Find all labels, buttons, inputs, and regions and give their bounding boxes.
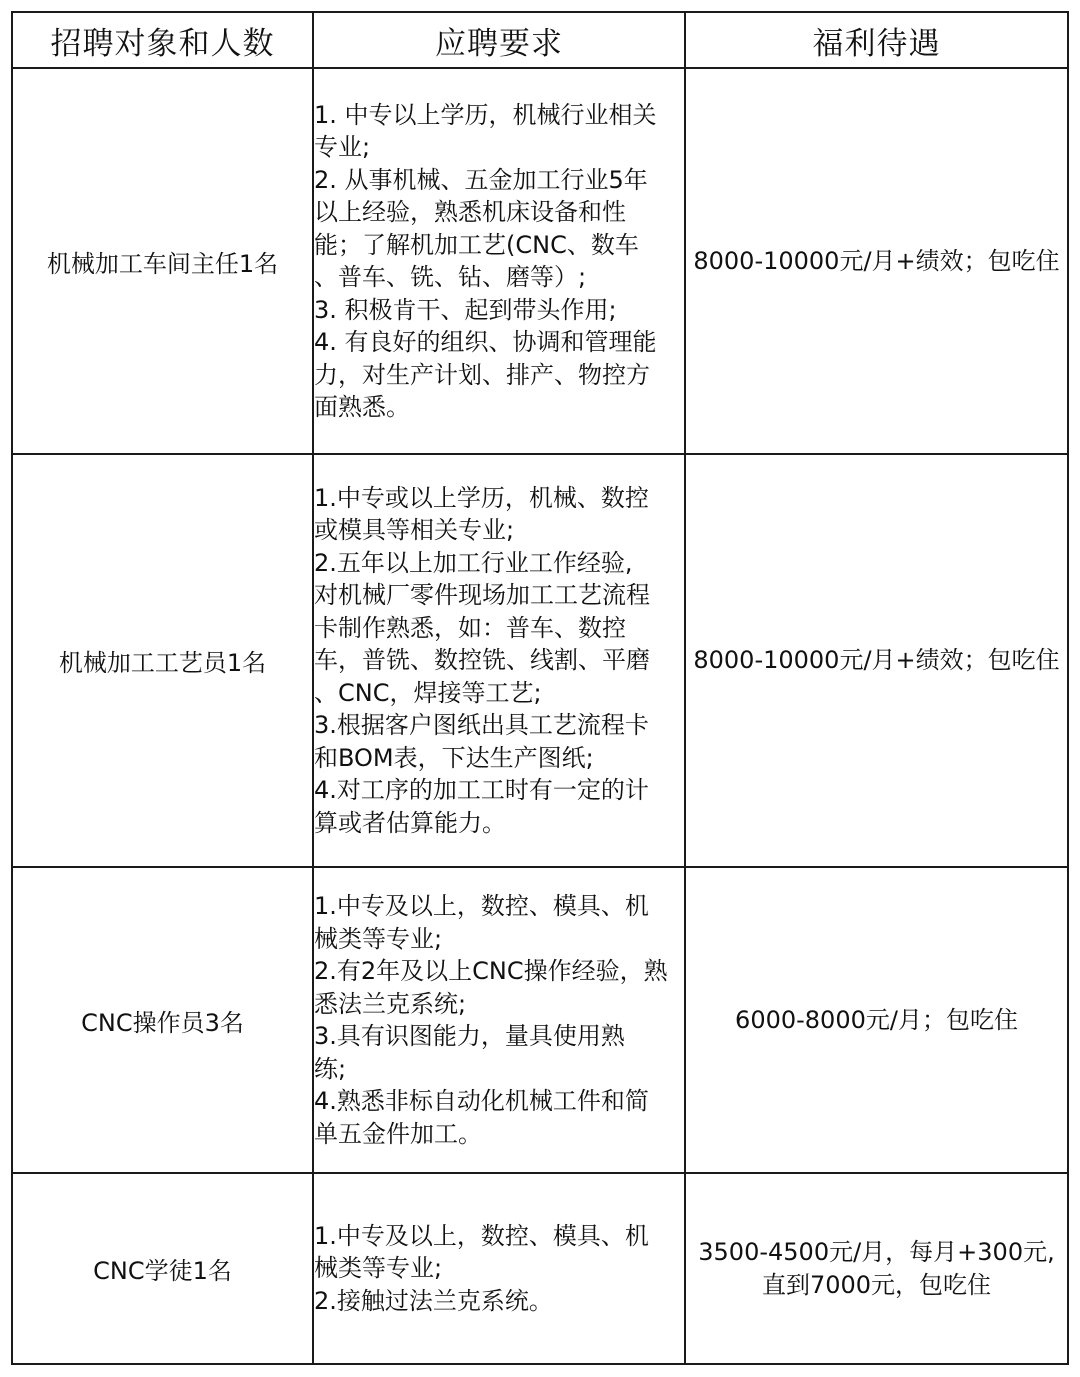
- position-cell: CNC操作员3名: [12, 867, 313, 1173]
- requirement-line: 3. 积极肯干、起到带头作用;: [314, 295, 617, 324]
- requirement-line: 械类等专业;: [314, 924, 443, 953]
- requirement-line: 1.中专或以上学历，机械、数控: [314, 483, 649, 512]
- position-cell: 机械加工工艺员1名: [12, 454, 313, 867]
- benefits-cell: [685, 454, 1068, 867]
- requirement-line: 悉法兰克系统;: [314, 989, 467, 1018]
- benefits-cell: [685, 867, 1068, 1173]
- benefit-line: 6000-8000元/月；包吃住: [735, 1005, 1018, 1034]
- table-row: [12, 454, 1068, 867]
- requirement-line: 以上经验，熟悉机床设备和性: [314, 198, 626, 226]
- table-row: [12, 867, 1068, 1173]
- benefits-cell: [685, 1173, 1068, 1364]
- requirement-line: 1. 中专以上学历，机械行业相关: [314, 100, 657, 129]
- requirement-line: 和BOM表，下达生产图纸;: [314, 743, 594, 772]
- requirement-line: 能；了解机加工艺(CNC、数车: [314, 230, 639, 259]
- requirement-line: 或模具等相关专业;: [314, 516, 515, 545]
- benefit-line: 8000-10000元/月+绩效；包吃住: [693, 246, 1060, 275]
- requirement-line: 练;: [314, 1054, 347, 1083]
- requirement-line: 算或者估算能力。: [314, 808, 506, 837]
- benefit-line: 直到7000元，包吃住: [761, 1270, 992, 1299]
- requirement-line: 2. 从事机械、五金加工行业5年: [314, 165, 648, 194]
- requirement-line: 2.五年以上加工行业工作经验,: [314, 548, 633, 577]
- benefits-cell: [685, 68, 1068, 454]
- header-row: [12, 12, 1068, 68]
- requirement-line: 械类等专业;: [314, 1254, 443, 1283]
- requirement-line: 车，普铣、数控铣、线割、平磨: [314, 646, 650, 675]
- requirement-line: 4. 有良好的组织、协调和管理能: [314, 328, 657, 356]
- requirement-line: 对机械厂零件现场加工工艺流程: [314, 581, 650, 610]
- requirement-line: 2.有2年及以上CNC操作经验，熟: [314, 957, 668, 985]
- benefit-line: 3500-4500元/月，每月+300元,: [698, 1237, 1055, 1266]
- requirements-cell: [313, 867, 685, 1173]
- requirements-cell: [313, 68, 685, 454]
- requirement-line: 3.具有识图能力，量具使用熟: [314, 1022, 625, 1050]
- requirement-line: 专业;: [314, 133, 371, 161]
- requirement-line: 4.对工序的加工工时有一定的计: [314, 776, 649, 805]
- header-position: 招聘对象和人数: [12, 12, 313, 68]
- position-cell: CNC学徒1名: [12, 1173, 313, 1364]
- requirements-cell: [313, 1173, 685, 1364]
- requirement-line: 3.根据客户图纸出具工艺流程卡: [314, 711, 649, 740]
- benefit-line: 8000-10000元/月+绩效；包吃住: [693, 646, 1060, 674]
- table-row: [12, 68, 1068, 454]
- requirement-line: 1.中专及以上，数控、模具、机: [314, 892, 649, 920]
- requirement-line: 力，对生产计划、排产、物控方: [314, 360, 650, 389]
- position-cell: 机械加工车间主任1名: [12, 68, 313, 454]
- table-row: [12, 1173, 1068, 1364]
- recruitment-table: [11, 11, 1069, 1365]
- requirements-cell: [313, 454, 685, 867]
- requirement-line: 卡制作熟悉，如：普车、数控: [314, 613, 626, 642]
- requirement-line: 1.中专及以上，数控、模具、机: [314, 1221, 649, 1250]
- header-benefits: 福利待遇: [685, 12, 1068, 68]
- requirement-line: 2.接触过法兰克系统。: [314, 1286, 553, 1315]
- requirement-line: 面熟悉。: [314, 393, 410, 421]
- requirement-line: 、普车、铣、钻、磨等）;: [314, 263, 587, 291]
- requirement-line: 4.熟悉非标自动化机械工件和简: [314, 1087, 649, 1115]
- header-requirements: 应聘要求: [313, 12, 685, 68]
- requirement-line: 、CNC，焊接等工艺;: [314, 678, 542, 707]
- requirement-line: 单五金件加工。: [314, 1119, 482, 1148]
